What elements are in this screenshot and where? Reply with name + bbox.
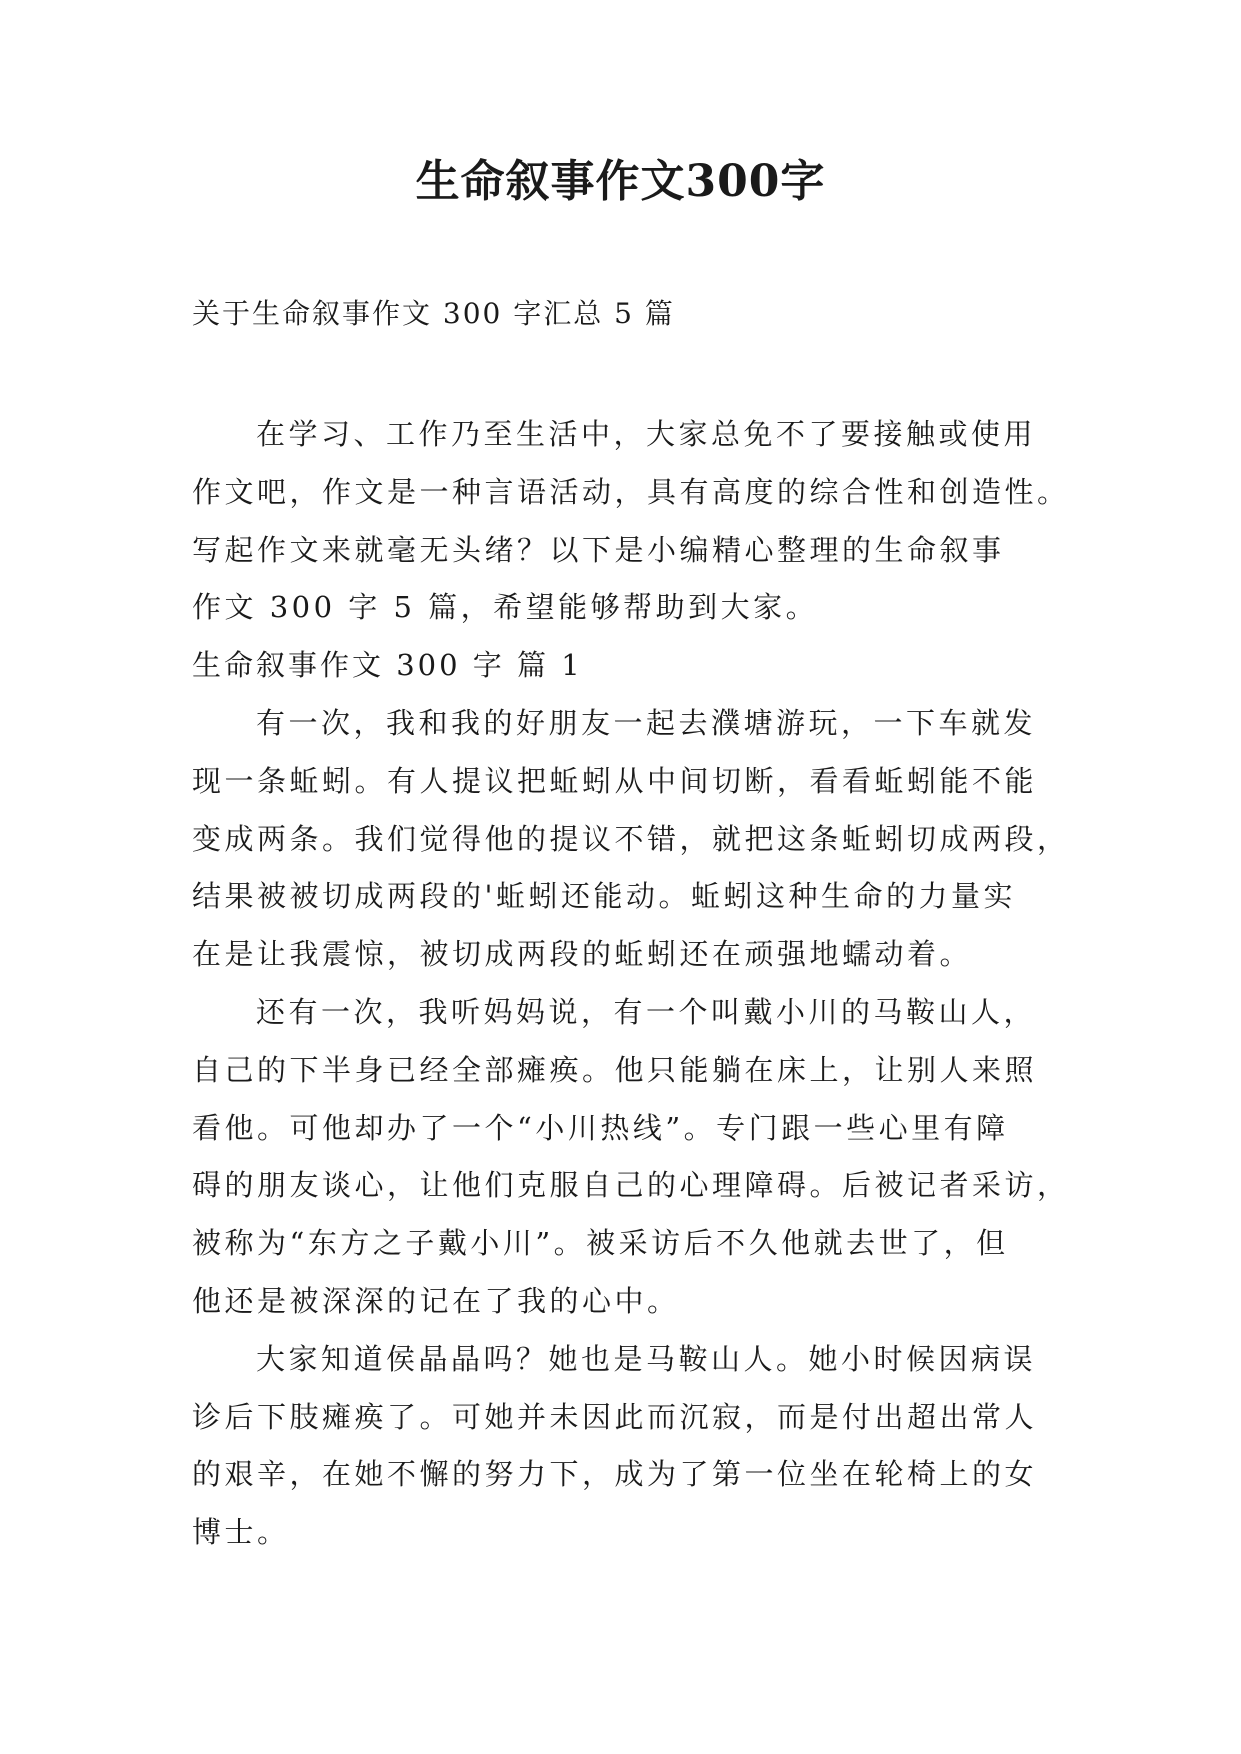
document-subtitle: 关于生命叙事作文 300 字汇总 5 篇 — [192, 297, 675, 330]
paragraph-2 — [192, 984, 1070, 1331]
document-title: 生命叙事作文300字 — [415, 156, 826, 207]
paragraph-line: 变成两条。我们觉得他的提议不错，就把这条蚯蚓切成两段， — [192, 821, 1070, 856]
paragraph-line: 碍的朋友谈心，让他们克服自己的心理障碍。后被记者采访， — [192, 1168, 1070, 1203]
paragraph-line: 自己的下半身已经全部瘫痪。他只能躺在床上，让别人来照 — [192, 1052, 1038, 1087]
paragraph-line: 还有一次，我听妈妈说，有一个叫戴小川的马鞍山人， — [256, 994, 1037, 1029]
paragraph-line: 大家知道侯晶晶吗？她也是马鞍山人。她小时候因病误 — [256, 1341, 1037, 1376]
paragraph-line: 的艰辛，在她不懈的努力下，成为了第一位坐在轮椅上的女 — [192, 1457, 1038, 1492]
intro-line: 写起作文来就毫无头绪？以下是小编精心整理的生命叙事 — [192, 532, 1005, 567]
paragraph-line: 被称为“东方之子戴小川”。被采访后不久他就去世了，但 — [192, 1226, 1009, 1261]
paragraph-line: 他还是被深深的记在了我的心中。 — [192, 1283, 680, 1318]
paragraph-line: 看他。可他却办了一个“小川热线”。专门跟一些心里有障 — [192, 1110, 1009, 1145]
paragraph-line: 有一次，我和我的好朋友一起去濮塘游玩，一下车就发 — [256, 705, 1037, 740]
paragraph-line: 现一条蚯蚓。有人提议把蚯蚓从中间切断，看看蚯蚓能不能 — [192, 763, 1038, 798]
intro-line: 作文 300 字 5 篇，希望能够帮助到大家。 — [192, 590, 819, 625]
paragraph-line: 结果被被切成两段的'蚯蚓还能动。蚯蚓这种生命的力量实 — [192, 879, 1016, 914]
paragraph-line: 诊后下肢瘫痪了。可她并未因此而沉寂，而是付出超出常人 — [192, 1399, 1038, 1434]
intro-line: 作文吧，作文是一种言语活动，具有高度的综合性和创造性。 — [192, 474, 1070, 509]
paragraph-line: 博士。 — [192, 1515, 290, 1550]
intro-paragraph — [192, 406, 1070, 637]
section-heading: 生命叙事作文 300 字 篇 1 — [192, 648, 583, 683]
paragraph-1 — [192, 695, 1070, 984]
paragraph-line: 在是让我震惊，被切成两段的蚯蚓还在顽强地蠕动着。 — [192, 937, 973, 972]
intro-line: 在学习、工作乃至生活中，大家总免不了要接触或使用 — [256, 417, 1037, 451]
document-body — [192, 406, 1070, 1562]
paragraph-3 — [192, 1331, 1052, 1562]
